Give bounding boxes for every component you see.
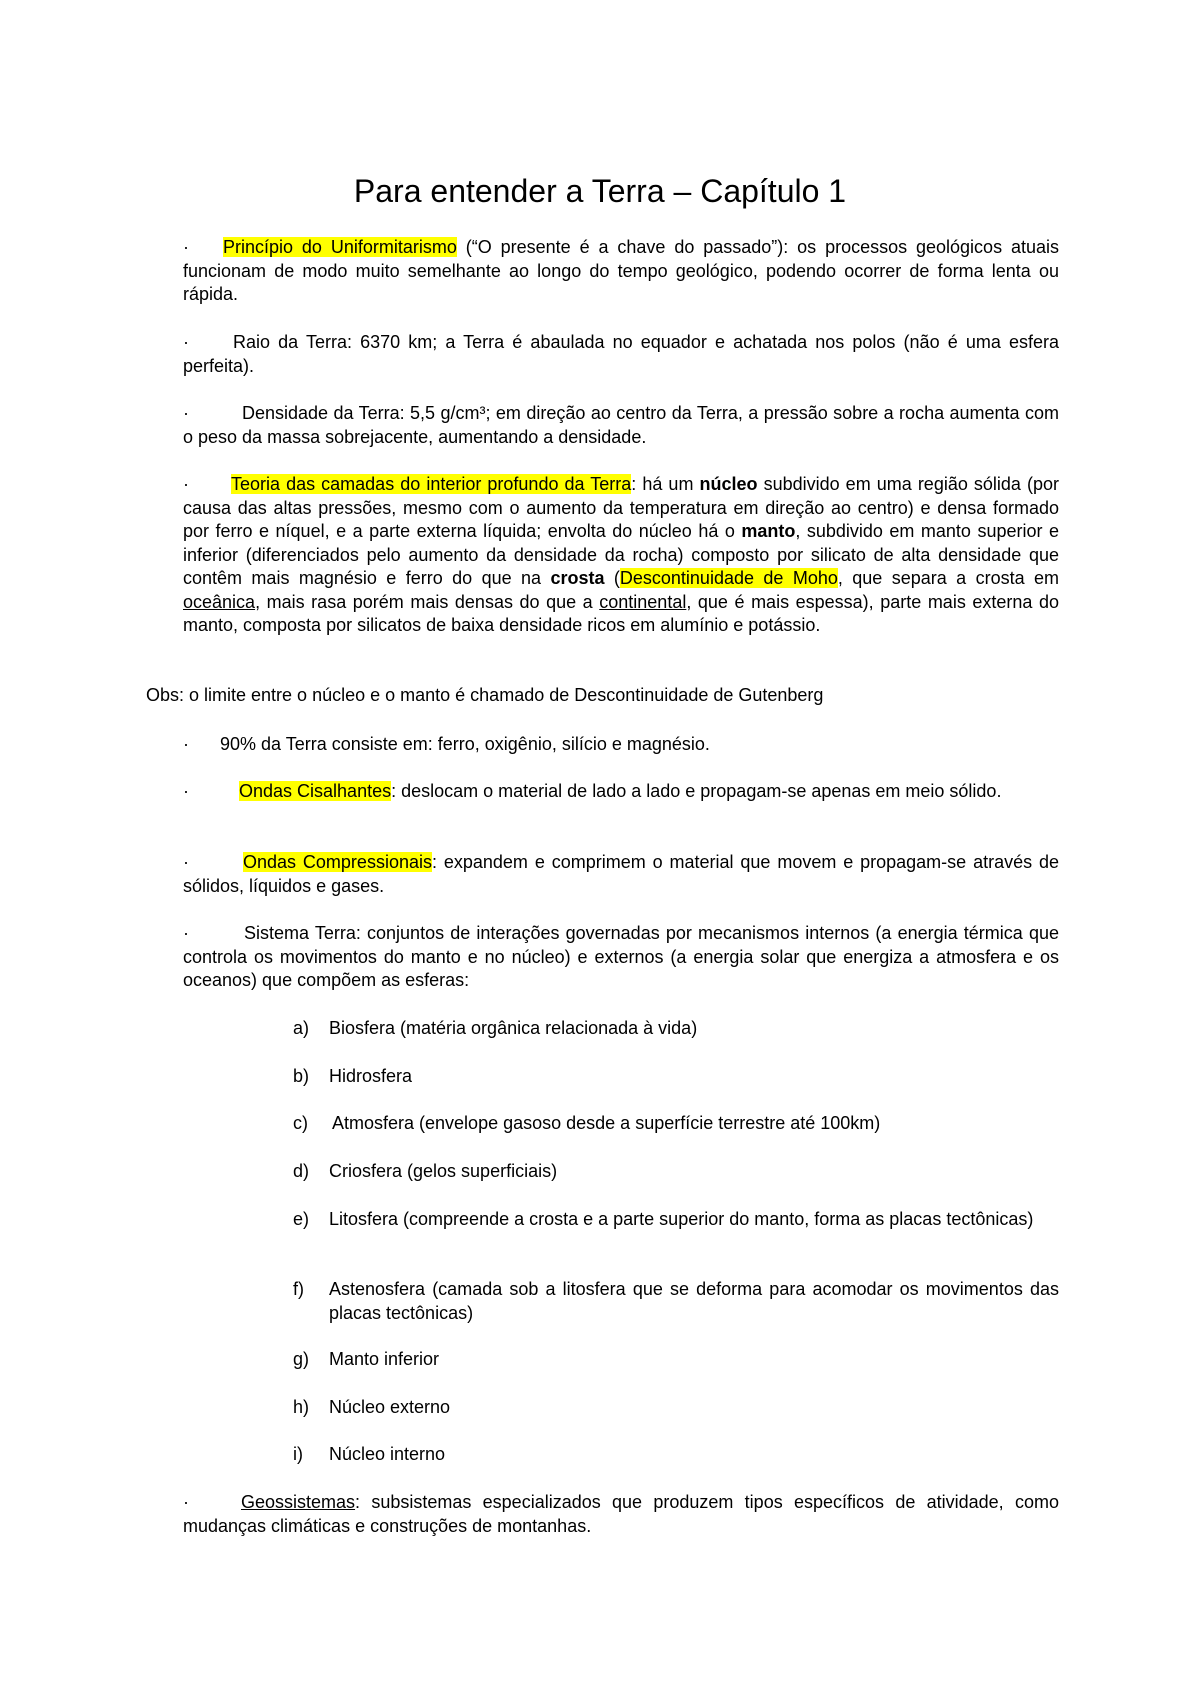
list-item-label: a): [293, 1018, 310, 1038]
paragraph-ondas-cisalhantes: [183, 780, 1059, 804]
list-item-label: h): [293, 1397, 310, 1417]
list-item: [293, 1112, 1059, 1136]
paragraph-text: Densidade da Terra: 5,5 g/cm³; em direção ao centro da Terra, a pressão sobre a rocha aumenta com o peso da massa sobrejacente, aumentando a densidade.: [183, 403, 1059, 447]
bullet-icon: ·: [183, 237, 189, 257]
paragraph-text: : expandem e comprimem o material que movem e propagam-se através de sólidos, líquidos e gases.: [183, 852, 1060, 896]
paragraph-camadas: [183, 473, 1059, 638]
underlined-term: Geossistemas: [241, 1492, 356, 1512]
bullet-icon: ·: [183, 734, 189, 754]
list-item: [293, 1278, 1059, 1325]
paragraph-sistema-terra: [183, 922, 1059, 993]
list-item-text: Hidrosfera: [329, 1066, 413, 1086]
list-item-label: d): [293, 1161, 310, 1181]
paragraph-text: , subdivido em manto superior e inferior (diferenciados pelo aumento da densidade da rocha) composto por silicato de alta densidade que contêm mais magnésio e ferro do que na: [183, 521, 1059, 588]
list-item-label: b): [293, 1066, 310, 1086]
list-item-text: Núcleo externo: [329, 1397, 451, 1417]
page-title: Para entender a Terra – Capítulo 1: [353, 173, 847, 209]
paragraph-geossistemas: [183, 1491, 1059, 1538]
paragraph-densidade: [183, 402, 1059, 449]
paragraph-text: , mais rasa porém mais densas do que a: [255, 591, 600, 612]
list-item: [293, 1017, 1059, 1041]
list-item-label: f): [293, 1279, 304, 1299]
list-item-text: Astenosfera (camada sob a litosfera que se deforma para acomodar os movimentos das placas tectônicas): [329, 1279, 1059, 1323]
list-item: [293, 1208, 1059, 1232]
paragraph-text: subdivido em uma região sólida (por causa das altas pressões, mesmo com o aumento da temperatura em direção ao centro) e densa formado por ferro e níquel, e a parte externa líquida; envolta do núcleo há o: [183, 474, 1060, 541]
list-item-label: g): [293, 1349, 310, 1369]
bold-term-nucleo: núcleo: [699, 474, 758, 494]
paragraph-text: : subsistemas especializados que produzem tipos específicos de atividade, como mudanças climáticas e construções de montanhas.: [183, 1492, 1059, 1536]
paragraph-text: Raio da Terra: 6370 km; a Terra é abaulada no equador e achatada nos polos (não é uma esfera perfeita).: [183, 332, 1059, 376]
bullet-icon: ·: [183, 923, 189, 943]
paragraph-text: Sistema Terra: conjuntos de interações governadas por mecanismos internos (a energia térmica que controla os movimentos do manto e no núcleo) e externos (a energia solar que energiza a atmosfera e os oceanos) que compõem as esferas:: [183, 923, 1059, 990]
paragraph-text: : deslocam o material de lado a lado e propagam-se apenas em meio sólido.: [391, 781, 1002, 801]
bullet-icon: ·: [183, 1492, 189, 1512]
list-item: [293, 1348, 1059, 1372]
obs-note: Obs: o limite entre o núcleo e o manto é chamado de Descontinuidade de Gutenberg: [146, 685, 824, 705]
list-item: [293, 1396, 1059, 1420]
paragraph-uniformitarismo: [183, 236, 1059, 307]
bold-term-crosta: crosta: [550, 568, 605, 588]
list-item-text: Manto inferior: [329, 1349, 440, 1369]
highlight-term: Teoria das camadas do interior profundo da Terra: [231, 474, 632, 494]
list-item-text: Litosfera (compreende a crosta e a parte superior do manto, forma as placas tectônicas): [329, 1209, 1034, 1229]
underlined-term-continental: continental: [599, 591, 687, 612]
list-item-label: i): [293, 1444, 303, 1464]
highlight-term-moho: Descontinuidade de Moho: [619, 568, 838, 588]
bullet-icon: ·: [183, 781, 189, 801]
underlined-term-oceanica: oceânica: [183, 591, 256, 612]
paragraph-text: , que separa a crosta em: [837, 568, 1060, 588]
highlight-term: Princípio do Uniformitarismo: [223, 237, 457, 257]
list-item-text: Criosfera (gelos superficiais): [329, 1161, 558, 1181]
paragraph-composicao: [183, 733, 1059, 757]
bullet-icon: ·: [183, 474, 189, 494]
list-item-text: Núcleo interno: [329, 1444, 446, 1464]
bullet-icon: ·: [183, 403, 189, 423]
bold-term-manto: manto: [741, 521, 796, 541]
bullet-icon: ·: [183, 852, 189, 872]
list-item: [293, 1065, 1059, 1089]
list-item: [293, 1443, 1059, 1467]
paragraph-ondas-compressionais: [183, 851, 1059, 898]
paragraph-raio: [183, 331, 1059, 378]
highlight-term: Ondas Compressionais: [243, 852, 432, 872]
list-item-label: e): [293, 1209, 310, 1229]
paragraph-text: (“O presente é a chave do passado”): os processos geológicos atuais funcionam de modo muito semelhante ao longo do tempo geológico, podendo ocorrer de forma lenta ou rápida.: [183, 237, 1059, 304]
paragraph-text: (: [604, 568, 620, 588]
list-item-text: Biosfera (matéria orgânica relacionada à vida): [329, 1018, 698, 1038]
paragraph-text: : há um: [631, 474, 700, 494]
list-item-label: c): [293, 1113, 308, 1133]
bullet-icon: ·: [183, 332, 189, 352]
list-item-text: Atmosfera (envelope gasoso desde a superfície terrestre até 100km): [332, 1113, 881, 1133]
paragraph-text: , que é mais espessa), parte mais externa do manto, composta por silicatos de baixa densidade ricos em alumínio e potássio.: [183, 591, 1059, 635]
highlight-term: Ondas Cisalhantes: [239, 781, 392, 801]
paragraph-text: 90% da Terra consiste em: ferro, oxigênio, silício e magnésio.: [220, 734, 710, 754]
list-item: [293, 1160, 1059, 1184]
